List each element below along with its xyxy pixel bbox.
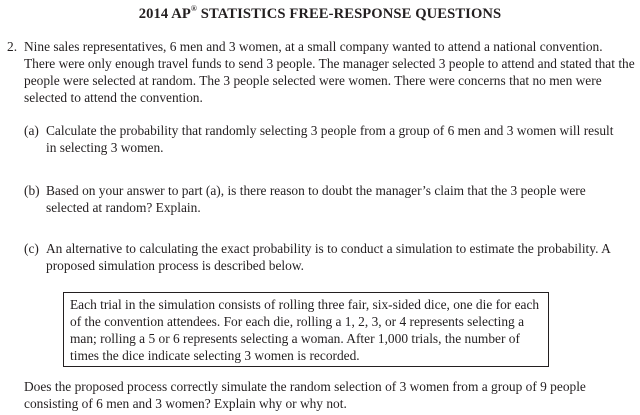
simulation-description-box: Each trial in the simulation consists of rolling three fair, six-sided dice, one die for each of the convention attendees. For each die, rolling a 1, 2, 3, or 4 represents selecting a man; rolling a 5 or 6 represents selecting a woman. After 1,000 trials, the number of times the dice indicate selecting 3 women is recorded. (63, 292, 549, 367)
final-question: Does the proposed process correctly simulate the random selection of 3 women from a group of 9 people consisting of 6 men and 3 women? Explain why or why not. (24, 379, 586, 411)
part-a-label: (a) (24, 123, 39, 138)
question-stem: Nine sales representatives, 6 men and 3 women, at a small company wanted to attend a national convention. There were only enough travel funds to send 3 people. The manager selected 3 people to attend and stated that the people were selected at random. The 3 people selected were women. There were concerns that no men were selected to attend the convention. (24, 39, 635, 105)
part-c (24, 240, 624, 274)
page-header (0, 6, 640, 23)
part-b (24, 182, 624, 216)
part-c-text: An alternative to calculating the exact probability is to conduct a simulation to estimate the probability. A proposed simulation process is described below. (46, 241, 610, 273)
part-b-label: (b) (24, 183, 40, 198)
part-b-text: Based on your answer to part (a), is there reason to doubt the manager’s claim that the 3 people were selected at random? Explain. (46, 183, 586, 215)
header-title-suffix: STATISTICS FREE-RESPONSE QUESTIONS (197, 6, 502, 22)
part-c-label: (c) (24, 241, 39, 256)
registered-mark: ® (190, 4, 197, 14)
part-a-text: Calculate the probability that randomly selecting 3 people from a group of 6 men and 3 women will result in selecting 3 women. (46, 123, 614, 155)
header-title-prefix: 2014 AP (138, 6, 191, 22)
question-number: 2. (7, 39, 18, 54)
part-a (24, 122, 624, 156)
